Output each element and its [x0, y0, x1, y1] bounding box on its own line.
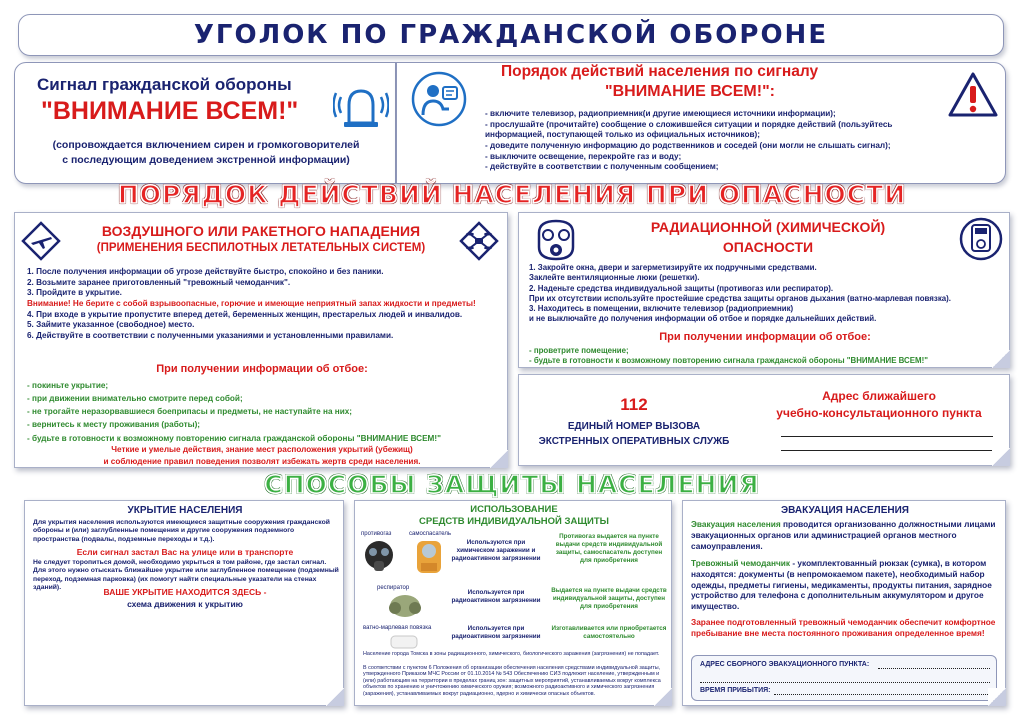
radiation-release-list: [529, 346, 1007, 367]
siren-icon: [333, 83, 389, 129]
assembly-line[interactable]: [878, 659, 990, 669]
evacuation-p1: [691, 519, 999, 551]
order-title2: "ВНИМАНИЕ ВСЕМ!":: [605, 83, 775, 100]
air-step: 6. Действуйте в соответствии с полученными указаниями и установленными правилами.: [27, 330, 394, 340]
shelter-panel: [24, 500, 344, 706]
air-step: 3. Пройдите в укрытие.: [27, 288, 122, 298]
assembly-line[interactable]: [700, 673, 990, 683]
ppe-title2: СРЕДСТВ ИНДИВИДУАЛЬНОЙ ЗАЩИТЫ: [419, 516, 609, 527]
shelter-here-title: ВАШЕ УКРЫТИЕ НАХОДИТСЯ ЗДЕСЬ -: [103, 587, 267, 597]
ppe-use3: Используется при радиоактивном загрязнении: [451, 625, 541, 640]
radiation-item: Заклейте вентиляционные люки (решетки).: [529, 273, 700, 283]
emergency-number: 112: [620, 395, 648, 414]
label-suit: самоспасатель: [409, 531, 452, 537]
gas-mask-icon: [533, 217, 579, 263]
dosimeter-icon: [959, 217, 1003, 261]
shelter-p1: Для укрытия населения используются имеющиеся защитные сооружения гражданской обороны и (или) заглубленные помещения и другие сооружения подземного пространства (подвалы, подземные переходы и т.д.).: [33, 519, 330, 543]
address-title2: учебно-консультационного пункта: [776, 406, 982, 420]
radiation-item: и не выключайте до получения информации об отбое и порядке дальнейших действий.: [529, 314, 877, 324]
air-attack-steps: [27, 267, 505, 342]
air-release-list: [27, 379, 505, 445]
radiation-panel: [518, 212, 1010, 368]
warning-triangle-icon: [947, 71, 999, 119]
header-banner: [18, 14, 1004, 56]
ppe-note2: Выдается на пункте выдачи средств индивидуальной защиты, доступен для приобретения: [551, 587, 667, 610]
evacuation-p1-lead: Эвакуация населения: [691, 519, 781, 529]
label-gasmask: противогаз: [361, 531, 392, 537]
radiation-title1: РАДИАЦИОННОЙ (ХИМИЧЕСКОЙ): [650, 219, 886, 235]
order-item: - прослушайте (прочитайте) сообщение о сложившейся ситуации и порядке действий (пользуйтесь: [485, 119, 893, 129]
ppe-panel: [354, 500, 672, 706]
air-warning: Внимание! Не берите с собой взрывоопасные, горючие и имеющие неприятный запах жидкости и предметы!: [27, 298, 476, 308]
ppe-fine2: В соответствии с пунктом 6 Положения об организации обеспечения населения средствами индивидуальной защиты, утвержденного Приказом МЧС России от 01.10.2014 № 543 Обеспечению СИЗ подлежит население, утвержденным и (или) работающим на территории в пределах границ зон: защитных мероприятий, устанавливаемых вокруг комплекса объектов по хранению и уничтожению химического оружия; возможного радиоактивного и химического загрязнения (заражения), устанавливаемых вокруг радиационно, ядерно и химически опасных объектов.: [363, 665, 661, 697]
order-item: информацией, поступающей только из официальных источников);: [485, 130, 760, 140]
air-release-item: - не трогайте неразорвавшиеся боеприпасы и предметы, не наступайте на них;: [27, 407, 353, 417]
air-attack-title2: (ПРИМЕНЕНИЯ БЕСПИЛОТНЫХ ЛЕТАТЕЛЬНЫХ СИСТЕМ): [96, 242, 426, 254]
order-title1: Порядок действий населения по сигналу: [501, 63, 819, 80]
radiation-item: При их отсутствии используйте простейшие средства защиты органов дыхания (ватно-марлевая повязка).: [529, 293, 951, 303]
air-footer2: и соблюдение правил поведения позволят избежать жертв среди населения.: [103, 457, 421, 466]
section-title-protection: СПОСОБЫ ЗАЩИТЫ НАСЕЛЕНИЯ: [264, 470, 760, 499]
address-title1: Адрес ближайшего: [822, 389, 936, 403]
air-release-title: При получении информации об отбое:: [156, 363, 368, 375]
air-release-item: - при движении внимательно смотрите перед собой;: [27, 394, 243, 404]
radiation-title2: ОПАСНОСТИ: [722, 239, 814, 255]
evacuation-panel: [682, 500, 1006, 706]
bandage-image: [389, 633, 419, 651]
air-step: 4. При входе в укрытие пропустите вперед детей, беременных женщин, престарелых людей и инвалидов.: [27, 309, 463, 319]
air-footer1: Четкие и умелые действия, знание мест расположения укрытий (убежищ): [111, 445, 413, 454]
signal-line2: "ВНИМАНИЕ ВСЕМ!": [41, 97, 299, 125]
order-panel: [396, 62, 1006, 184]
ppe-note3: Изготавливается или приобретается самостоятельно: [551, 625, 667, 640]
air-attack-panel: [14, 212, 508, 468]
signal-panel: [14, 62, 396, 184]
order-item: - доведите полученную информацию до родственников и соседей (они могли не слышать сигнал);: [485, 140, 891, 150]
radiation-release-title: При получении информации об отбое:: [659, 331, 871, 343]
evacuation-p1-text: проводится организованно должностными лицами эвакуационных органов или администрацией органов местного самоуправления.: [691, 519, 996, 551]
order-item: - включите телевизор, радиоприемник(и другие имеющиеся источники информации);: [485, 109, 836, 118]
air-step: 2. Возьмите заранее приготовленный "тревожный чемоданчик".: [27, 277, 291, 287]
radiation-release-item: - будьте в готовности к возможному повторению сигнала гражданской обороны "ВНИМАНИЕ ВСЕМ!": [529, 356, 928, 366]
emergency-label2: ЭКСТРЕННЫХ ОПЕРАТИВНЫХ СЛУЖБ: [538, 436, 730, 447]
ppe-use2: Используется при радиоактивном загрязнении: [451, 589, 541, 604]
ppe-note1: Противогаз выдается на пункте выдачи средств индивидуальной защиты, самоспасатель доступен для приобретения: [555, 533, 663, 564]
ppe-fine1: Население города Томска в зоны радиационного, химического, биологического заражения (загрязнения) не попадает.: [363, 651, 660, 657]
emergency-panel: [518, 374, 1010, 466]
radiation-list: [529, 263, 1007, 325]
ppe-use1: Используются при химическом заражении и радиоактивном загрязнении: [451, 539, 541, 562]
shelter-alert: Если сигнал застал Вас на улице или в транспорте: [76, 547, 294, 557]
assembly-label: АДРЕС СБОРНОГО ЭВАКУАЦИОННОГО ПУНКТА:: [700, 661, 870, 668]
shelter-here-sub: схема движения к укрытию: [127, 599, 243, 609]
air-release-item: - будьте в готовности к возможному повторению сигнала гражданской обороны "ВНИМАНИЕ ВСЕМ!": [27, 433, 441, 443]
air-release-item: - покиньте укрытие;: [27, 381, 109, 390]
informed-person-icon: [411, 71, 467, 127]
shelter-p2: Не следует торопиться домой, необходимо укрыться в том районе, где застал сигнал. Для этого нужно отыскать ближайшее укрытие или заглубленное помещение (подземный переход, подземная парковка) (их помогут найти специальные указатели на стенах зданий).: [33, 559, 339, 592]
section-title-danger: ПОРЯДОК ДЕЙСТВИЙ НАСЕЛЕНИЯ ПРИ ОПАСНОСТИ: [117, 180, 907, 209]
emergency-label1: ЕДИНЫЙ НОМЕР ВЫЗОВА: [567, 421, 701, 432]
evacuation-p3: Заранее подготовленный тревожный чемоданчик обеспечит комфортное пребывание вне места постоянного проживания определенное время!: [691, 617, 996, 638]
suit-image: [409, 537, 449, 577]
ppe-title1: ИСПОЛЬЗОВАНИЕ: [470, 504, 558, 515]
drone-icon: [459, 221, 499, 261]
airplane-icon: [21, 221, 61, 261]
gasmask-image: [359, 539, 399, 573]
address-line[interactable]: [781, 427, 993, 437]
order-item: - выключите освещение, перекройте газ и воду;: [485, 151, 682, 161]
air-attack-title1: ВОЗДУШНОГО ИЛИ РАКЕТНОГО НАПАДЕНИЯ: [101, 223, 421, 239]
evacuation-p2: [691, 558, 999, 612]
order-list: [485, 109, 892, 173]
air-release-item: - вернитесь к месту проживания (работы);: [27, 420, 201, 430]
address-line[interactable]: [781, 441, 993, 451]
respirator-image: [385, 593, 425, 619]
air-step: 5. Займите указанное (свободное) место.: [27, 320, 195, 330]
evacuation-p2-text: - укомплектованный рюкзак (сумка), в котором находятся: документы (в непромокаемом пакете), необходимый набор одежды, предметы гигиены, медикаменты, продукты питания, зарядное устройство для телефона с дополнительным аккумулятором и другое имущество.: [691, 558, 992, 612]
radiation-item: 1. Закройте окна, двери и загерметизируйте их подручными средствами.: [529, 263, 817, 272]
air-step: 1. После получения информации об угрозе действуйте быстро, спокойно и без паники.: [27, 267, 384, 276]
evacuation-title: ЭВАКУАЦИЯ НАСЕЛЕНИЯ: [781, 505, 909, 516]
order-item: - действуйте в соответствии с полученным сообщением;: [485, 162, 719, 172]
label-bandage: ватно-марлевая повязка: [363, 625, 432, 631]
page-title: УГОЛОК ПО ГРАЖДАНСКОЙ ОБОРОНЕ: [193, 20, 829, 50]
label-respirator: респиратор: [377, 585, 410, 591]
assembly-box: [691, 655, 997, 701]
arrival-line[interactable]: [774, 685, 990, 695]
signal-line3: (сопровождается включением сирен и громкоговорителей: [52, 139, 360, 151]
radiation-release-item: - проветрите помещение;: [529, 346, 629, 355]
radiation-item: 2. Наденьте средства индивидуальной защиты (противогаз или респиратор).: [529, 283, 834, 293]
radiation-item: 3. Находитесь в помещении, включите телевизор (радиоприемник): [529, 304, 794, 314]
signal-line1: Сигнал гражданской обороны: [37, 75, 292, 94]
arrival-label: ВРЕМЯ ПРИБЫТИЯ:: [700, 687, 771, 694]
signal-line4: с последующим доведением экстренной информации): [62, 154, 350, 166]
shelter-title: УКРЫТИЕ НАСЕЛЕНИЯ: [127, 505, 243, 516]
evacuation-p2-lead: Тревожный чемоданчик: [691, 558, 791, 568]
